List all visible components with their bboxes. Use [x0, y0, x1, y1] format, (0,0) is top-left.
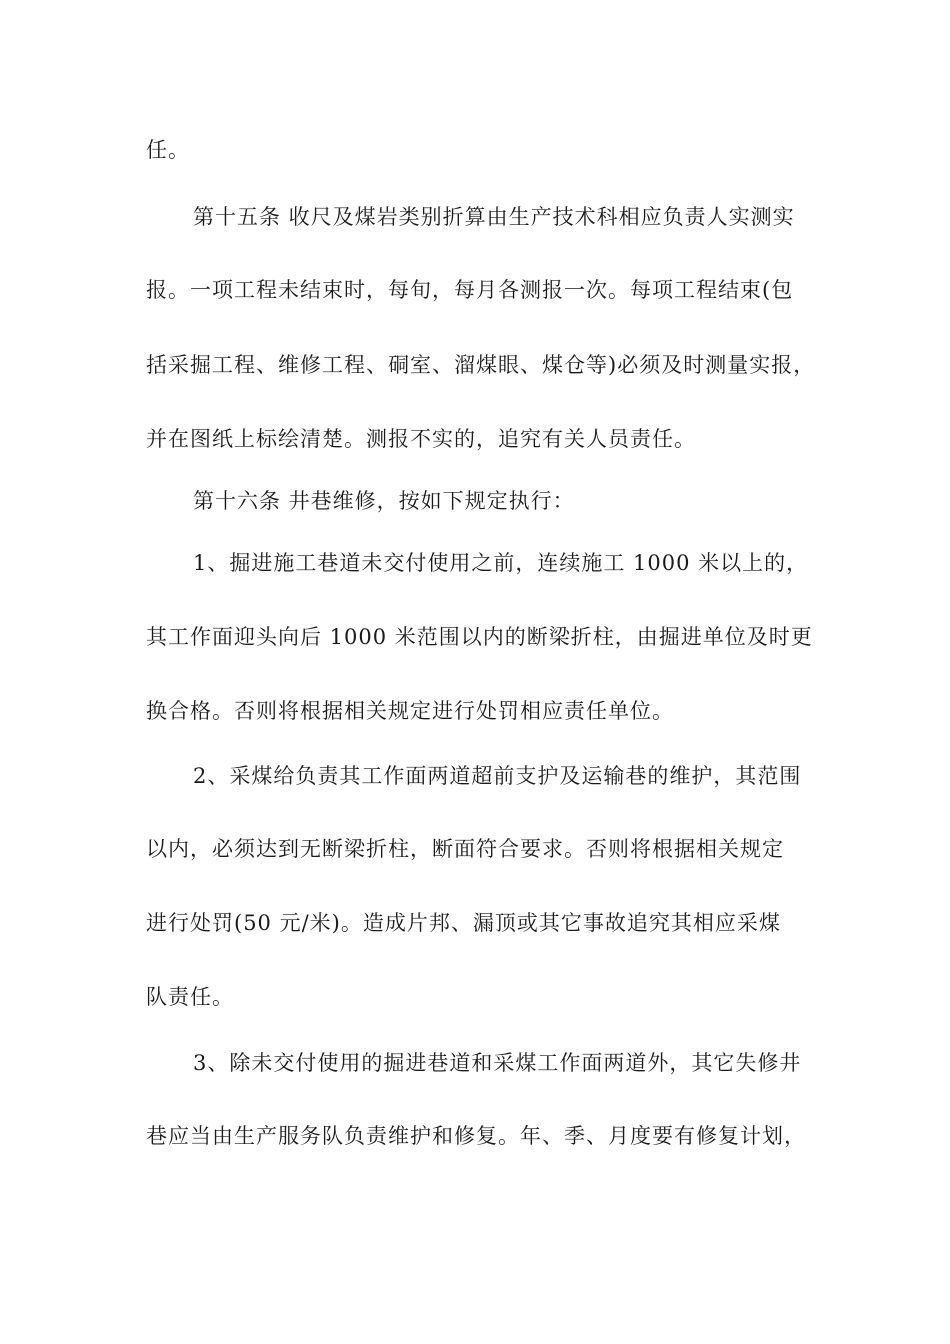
text-line: 其工作面迎头向后 1000 米范围以内的断梁折柱，由掘进单位及时更 [146, 625, 813, 649]
text-line: 巷应当由生产服务队负责维护和修复。年、季、月度要有修复计划， [146, 1124, 806, 1148]
text-line: 3、除未交付使用的掘进巷道和采煤工作面两道外，其它失修井 [193, 1051, 802, 1075]
text-line: 括采掘工程、维修工程、硐室、溜煤眼、煤仓等)必须及时测量实报， [146, 353, 816, 377]
text-line: 第十六条 井巷维修，按如下规定执行： [193, 489, 575, 513]
text-line: 进行处罚(50 元/米)。造成片邦、漏顶或其它事故追究其相应采煤 [146, 911, 781, 935]
text-line: 报。一项工程未结束时，每旬，每月各测报一次。每项工程结束(包 [146, 278, 794, 302]
text-line: 任。 [146, 138, 190, 162]
text-line: 1、掘进施工巷道未交付使用之前，连续施工 1000 米以上的， [193, 551, 809, 575]
text-line: 2、采煤给负责其工作面两道超前支护及运输巷的维护，其范围 [193, 764, 802, 788]
text-line: 换合格。否则将根据相关规定进行处罚相应责任单位。 [146, 699, 674, 723]
text-line: 第十五条 收尺及煤岩类别折算由生产技术科相应负责人实测实 [193, 205, 795, 229]
text-line: 队责任。 [146, 985, 234, 1009]
text-line: 并在图纸上标绘清楚。测报不实的，追究有关人员责任。 [146, 427, 696, 451]
text-line: 以内，必须达到无断梁折柱，断面符合要求。否则将根据相关规定 [146, 837, 784, 861]
